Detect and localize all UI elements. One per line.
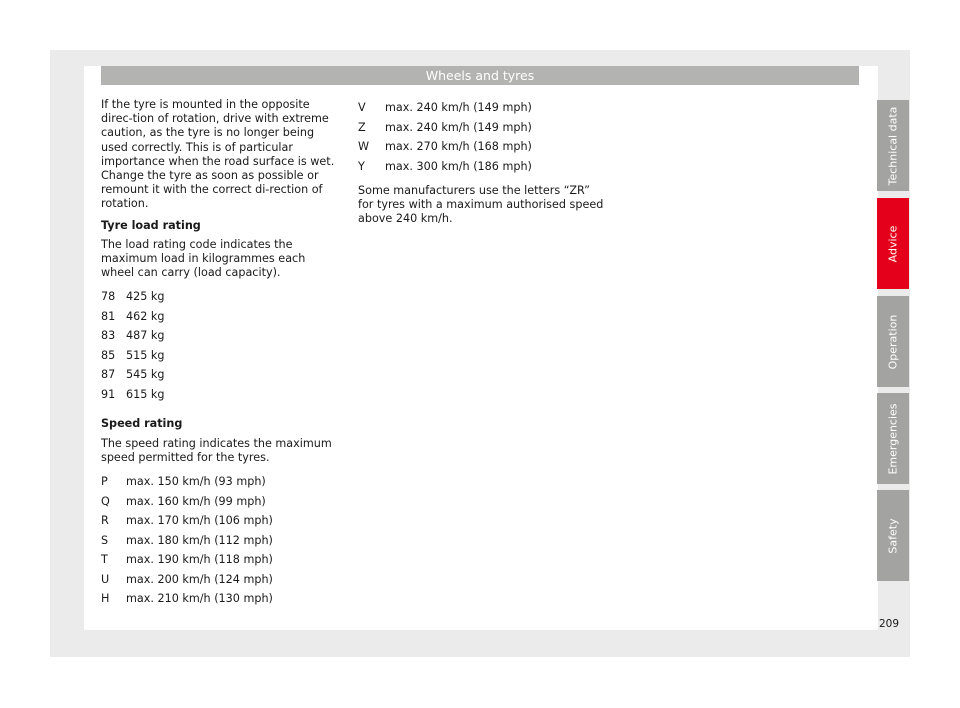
- tab-operation[interactable]: [877, 296, 909, 387]
- speed-value: max. 190 km/h (118 mph): [126, 553, 273, 567]
- load-code: 85: [101, 348, 116, 362]
- table-row: [101, 365, 341, 385]
- table-row: [358, 118, 608, 138]
- load-value: 462 kg: [126, 309, 165, 323]
- speed-code: S: [101, 533, 109, 547]
- load-rating-table: [101, 287, 341, 404]
- speed-code: Y: [358, 159, 365, 173]
- load-code: 83: [101, 329, 116, 343]
- speed-code: P: [101, 475, 108, 489]
- section-header: Wheels and tyres: [101, 66, 859, 85]
- speed-code: W: [358, 140, 370, 153]
- load-rating-text: The load rating code indicates the maximum load in kilogrammes each wheel can carry (load capacity).: [101, 237, 306, 280]
- table-row: [101, 287, 341, 307]
- table-row: [101, 511, 341, 531]
- speed-rating-text: The speed rating indicates the maximum speed permitted for the tyres.: [101, 436, 332, 464]
- speed-code: Q: [101, 494, 110, 508]
- table-row: [101, 346, 341, 366]
- load-rating-heading: Tyre load rating: [101, 218, 201, 232]
- speed-code: V: [358, 101, 366, 114]
- table-row: [101, 326, 341, 346]
- table-row: [358, 157, 608, 177]
- speed-code: Z: [358, 120, 366, 134]
- table-row: [358, 98, 608, 118]
- load-value: 615 kg: [126, 387, 165, 401]
- speed-code: R: [101, 514, 109, 528]
- speed-value: max. 240 km/h (149 mph): [385, 101, 532, 114]
- load-value: 545 kg: [126, 368, 165, 382]
- table-row: [101, 492, 341, 512]
- table-row: [101, 385, 341, 405]
- load-code: 81: [101, 309, 116, 323]
- tab-label: Emergencies: [886, 402, 900, 475]
- speed-rating-table: [101, 472, 341, 609]
- table-row: [101, 550, 341, 570]
- speed-value: max. 240 km/h (149 mph): [385, 120, 532, 134]
- table-row: [101, 307, 341, 327]
- load-value: 425 kg: [126, 290, 165, 304]
- table-row: [101, 531, 341, 551]
- load-value: 487 kg: [126, 329, 165, 343]
- load-code: 87: [101, 368, 116, 382]
- speed-code: T: [101, 553, 108, 567]
- speed-code: H: [101, 592, 110, 606]
- tab-technical-data[interactable]: [877, 100, 909, 191]
- speed-rating-heading: Speed rating: [101, 417, 183, 431]
- tab-label: Safety: [886, 517, 900, 554]
- speed-code: U: [101, 572, 110, 586]
- left-column: [101, 98, 341, 609]
- table-row: [101, 570, 341, 590]
- speed-value: max. 170 km/h (106 mph): [126, 514, 273, 528]
- table-row: [101, 472, 341, 492]
- tab-label: Operation: [886, 314, 900, 369]
- intro-paragraph: If the tyre is mounted in the opposite direc-tion of rotation, drive with extreme caution, as the tyre is no longer being used correctly. This is of particular importance when the road surface is wet. Change the tyre as soon as possible or remount it with the correct di-rection of rotation.: [101, 98, 335, 211]
- speed-value: max. 300 km/h (186 mph): [385, 159, 532, 173]
- load-value: 515 kg: [126, 348, 165, 362]
- tab-label: Advice: [886, 225, 900, 262]
- table-row: [101, 589, 341, 609]
- speed-value: max. 180 km/h (112 mph): [126, 533, 273, 547]
- load-code: 78: [101, 290, 116, 304]
- speed-value: max. 270 km/h (168 mph): [385, 140, 532, 153]
- speed-value: max. 160 km/h (99 mph): [126, 494, 266, 508]
- tab-advice[interactable]: [877, 198, 909, 289]
- page-number: 209: [879, 618, 900, 630]
- tab-emergencies[interactable]: [877, 393, 909, 484]
- zr-note: Some manufacturers use the letters “ZR” for tyres with a maximum authorised speed above 240 km/h.: [358, 184, 604, 226]
- speed-value: max. 210 km/h (130 mph): [126, 592, 273, 606]
- speed-rating-table-continued: [358, 98, 608, 176]
- tab-label: Technical data: [886, 106, 900, 185]
- table-row: [358, 137, 608, 157]
- right-column: [358, 98, 608, 234]
- speed-value: max. 200 km/h (124 mph): [126, 572, 273, 586]
- load-code: 91: [101, 387, 116, 401]
- speed-value: max. 150 km/h (93 mph): [126, 475, 266, 489]
- tab-safety[interactable]: [877, 490, 909, 581]
